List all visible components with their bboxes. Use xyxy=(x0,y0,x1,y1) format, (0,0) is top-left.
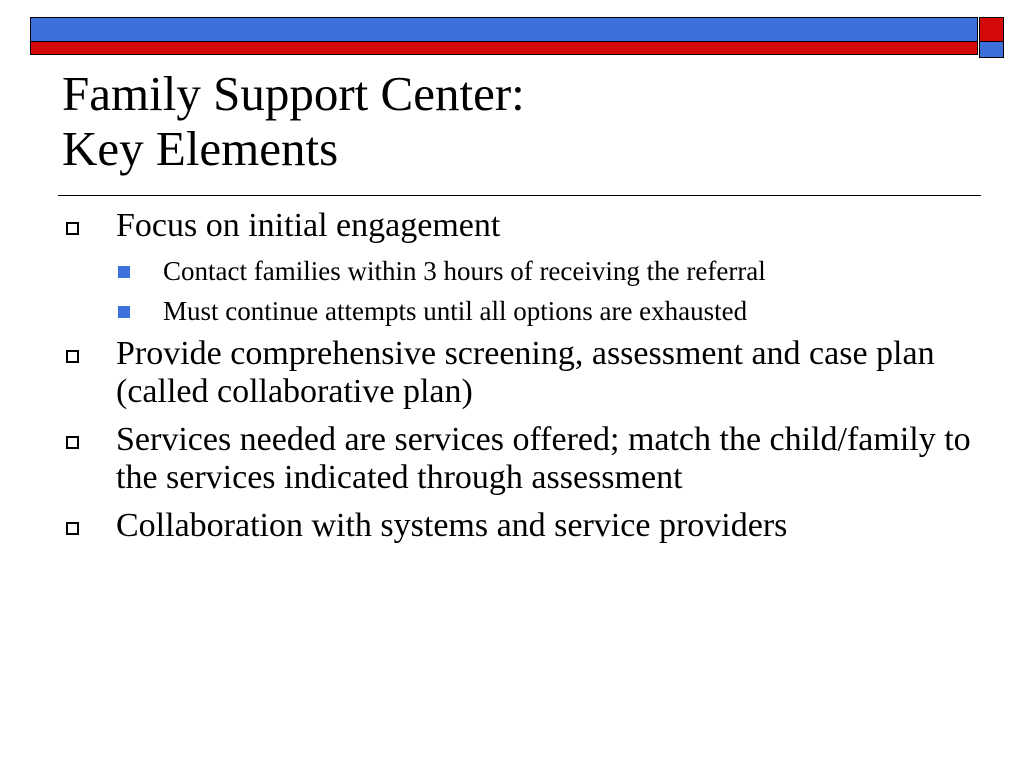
corner-square-blue xyxy=(979,41,1004,58)
header-bar-blue xyxy=(30,17,978,42)
title-underline xyxy=(58,195,981,196)
corner-square-red xyxy=(979,17,1004,42)
bullet-text: Focus on initial engagement xyxy=(116,207,501,244)
bullet-group-1 xyxy=(0,207,1024,327)
bullet-list xyxy=(0,207,1024,555)
sub-bullet-text: Contact families within 3 hours of receiving the referral xyxy=(163,256,766,286)
title-line-2: Key Elements xyxy=(62,121,339,176)
bullet-item xyxy=(0,421,1024,497)
bullet-item xyxy=(0,207,1024,245)
hollow-square-bullet-icon xyxy=(66,522,79,535)
title-line-1: Family Support Center: xyxy=(62,66,525,121)
sub-bullet-text: Must continue attempts until all options are exhausted xyxy=(163,296,748,326)
hollow-square-bullet-icon xyxy=(66,436,79,449)
hollow-square-bullet-icon xyxy=(66,222,79,235)
sub-bullet-item xyxy=(0,295,1024,327)
bullet-item xyxy=(0,507,1024,545)
filled-square-bullet-icon xyxy=(118,306,130,318)
slide-title xyxy=(62,66,962,176)
hollow-square-bullet-icon xyxy=(66,350,79,363)
bullet-text: Provide comprehensive screening, assessment and case plan (called collaborative plan) xyxy=(116,335,935,410)
bullet-item xyxy=(0,335,1024,411)
filled-square-bullet-icon xyxy=(118,266,130,278)
bullet-text: Services needed are services offered; match the child/family to the services indicated through assessment xyxy=(116,421,971,496)
header-bar-red xyxy=(30,41,978,55)
sub-bullet-item xyxy=(0,255,1024,287)
bullet-text: Collaboration with systems and service providers xyxy=(116,507,788,544)
